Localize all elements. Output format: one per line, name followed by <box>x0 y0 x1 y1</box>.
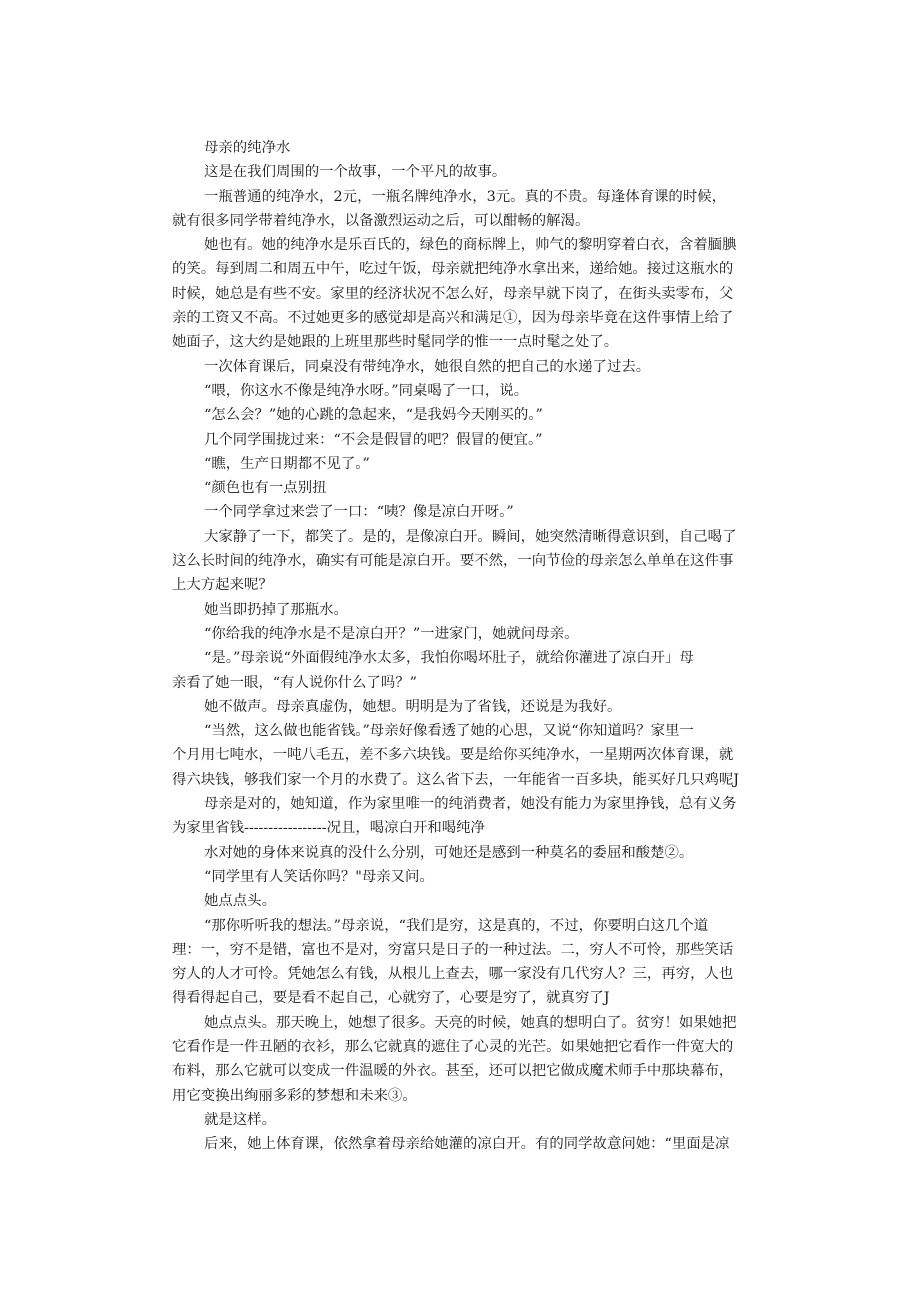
text-line: “颜色也有一点别扭 <box>204 480 327 497</box>
text-line: 得看得起自己，要是看不起自己，心就穷了，心要是穷了，就真穷了J <box>172 990 610 1007</box>
text-line: 亲的工资又不高。不过她更多的感觉却是高兴和满足①，因为母亲毕竟在这件事情上给了 <box>172 310 734 327</box>
text-line: 几个同学围拢过来：“不会是假冒的吧？假冒的便宜。” <box>204 431 543 448</box>
text-line: 这么长时间的纯净水，确实有可能是凉白开。要不然，一向节俭的母亲怎么单单在这件事 <box>172 553 734 570</box>
text-line: 上大方起来呢？ <box>172 577 273 594</box>
text-line: 它看作是一件丑陋的衣衫，那么它就真的遮住了心灵的光芒。如果她把它看作一件宽大的 <box>172 1038 734 1055</box>
text-line: 这是在我们周围的一个故事，一个平凡的故事。 <box>204 164 507 181</box>
text-line: “当然，这么做也能省钱。”母亲好像看透了她的心思，又说“你知道吗？家里一 <box>204 723 694 740</box>
text-line: “那你听听我的想法。”母亲说，“我们是穷，这是真的，不过，你要明白这几个道 <box>204 917 709 934</box>
text-line: “你给我的纯净水是不是凉白开？”一进家门，她就问母亲。 <box>204 625 579 642</box>
text-line: 时候，她总是有些不安。家里的经济状况不怎么好，母亲早就下岗了，在街头卖零布，父 <box>172 285 734 302</box>
text-line: 她点点头。 <box>204 893 276 910</box>
text-line: 大家静了一下，都笑了。是的，是像凉白开。瞬间，她突然清晰得意识到，自己喝了 <box>204 528 737 545</box>
text-line: 的笑。每到周二和周五中午，吃过午饭，母亲就把纯净水拿出来，递给她。接过这瓶水的 <box>172 261 734 278</box>
text-line: 她点点头。那天晚上，她想了很多。天亮的时候，她真的想明白了。贫穷！如果她把 <box>204 1014 737 1031</box>
text-line: 一次体育课后，同桌没有带纯净水，她很自然的把自己的水递了过去。 <box>204 358 651 375</box>
text-line: “同学里有人笑话你吗？"母亲又问。 <box>204 868 434 885</box>
text-line: 得六块钱，够我们家一个月的水费了。这么省下去，一年能省一百多块，能买好几只鸡呢J <box>172 771 740 788</box>
text-line: 她也有。她的纯净水是乐百氏的，绿色的商标牌上，帅气的黎明穿着白衣，含着腼腆 <box>204 237 737 254</box>
text-line: 用它变换出绚丽多彩的梦想和未来③。 <box>172 1087 417 1104</box>
text-line: 水对她的身体来说真的没什么分别，可她还是感到一种莫名的委屈和酸楚②。 <box>204 844 694 861</box>
text-line: 后来，她上体育课，依然拿着母亲给她灌的凉白开。有的同学故意问她：“里面是凉 <box>204 1136 730 1153</box>
text-line: 个月用七吨水，一吨八毛五，差不多六块钱。要是给你买纯净水，一星期两次体育课，就 <box>172 747 734 764</box>
text-line: “是。”母亲说“外面假纯净水太多，我怕你喝坏肚子，就给你灌进了凉白开」母 <box>204 650 694 667</box>
text-line: 她面子，这大约是她跟的上班里那些时髦同学的惟一一点时髦之处了。 <box>172 334 619 351</box>
text-line: 她当即扔掉了那瓶水。 <box>204 601 348 618</box>
text-line: 她不做声。母亲真虚伪，她想。明明是为了省钱，还说是为我好。 <box>204 698 622 715</box>
text-line: “喂，你这水不像是纯净水呀。”同桌喝了一口，说。 <box>204 382 529 399</box>
text-line: 穷人的人才可怜。凭她怎么有钱，从根儿上查去，哪一家没有几代穷人？三，再穷，人也 <box>172 966 734 983</box>
text-line: “怎么会？”她的心跳的急起来，“是我妈今天刚买的。” <box>204 407 543 424</box>
text-line: 一个同学拿过来尝了一口：“咦？像是凉白开呀。” <box>204 504 514 521</box>
text-line: 亲看了她一眼，“有人说你什么了吗？” <box>172 674 417 691</box>
text-line: 理：一，穷不是错，富也不是对，穷富只是日子的一种过法。二，穷人不可怜，那些笑话 <box>172 941 734 958</box>
text-line: 就是这样。 <box>204 1111 276 1128</box>
text-line: “瞧，生产日期都不见了。” <box>204 455 370 472</box>
text-line: 就有很多同学带着纯净水，以备激烈运动之后，可以酣畅的解渴。 <box>172 212 590 229</box>
document-body <box>172 136 750 1156</box>
document-title: 母亲的纯净水 <box>204 140 291 156</box>
text-line: 母亲是对的，她知道，作为家里唯一的纯消费者，她没有能力为家里挣钱，总有义务 <box>204 796 737 813</box>
text-line: 布料，那么它就可以变成一件温暖的外衣。甚至，还可以把它做成魔术师手中那块幕布， <box>172 1063 734 1080</box>
text-line: 为家里省钱-----------------况且，喝凉白开和喝纯净 <box>172 820 485 837</box>
text-line: 一瓶普通的纯净水，2元，一瓶名牌纯净水，3元。真的不贵。每逢体育课的时候， <box>204 188 726 205</box>
